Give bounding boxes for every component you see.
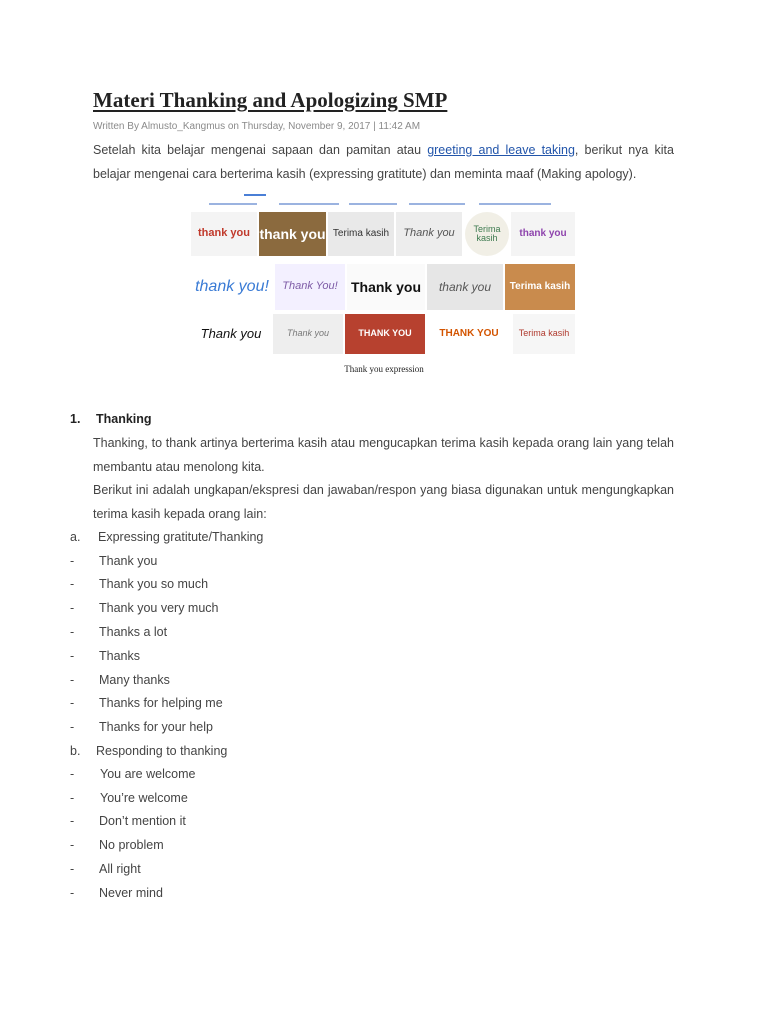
collage-tile	[396, 212, 462, 256]
list-marker: -	[70, 696, 75, 710]
collage-tile	[427, 264, 503, 310]
collage-tile-text: Terima kasih	[473, 223, 501, 243]
post-byline: Written By Almusto_Kangmus on Thursday, November 9, 2017 | 11:42 AM	[93, 121, 421, 132]
list-item-text: Never mind	[99, 886, 163, 900]
list-marker: -	[70, 601, 75, 615]
collage-tile-text: Terima kasih	[332, 227, 390, 239]
list-marker: -	[70, 886, 75, 900]
list-marker: -	[70, 554, 75, 568]
image-caption: Thank you expression	[344, 364, 424, 374]
intro-text-end: , berikut nya kita belajar mengenai cara berterima kasih (expressing gratitute) dan meminta maaf (Making apology).	[93, 143, 674, 181]
list-marker: a.	[70, 530, 81, 544]
greeting-leave-taking-link[interactable]: greeting and leave taking	[427, 143, 575, 157]
list-marker: -	[70, 649, 75, 663]
list-marker: -	[70, 791, 75, 805]
collage-tile-text: Thank you	[350, 278, 421, 295]
collage-tile-text: THANK YOU	[439, 327, 499, 339]
list-item-text: Responding to thanking	[96, 744, 228, 758]
list-marker: -	[70, 838, 75, 852]
collage-tile	[505, 264, 575, 310]
list-marker: b.	[70, 744, 81, 758]
collage-tile	[347, 264, 425, 310]
collage-tile-text: Thank you	[403, 227, 455, 240]
page-title: Materi Thanking and Apologizing SMP	[93, 88, 448, 112]
collage-tile-text: Thank you	[286, 328, 330, 339]
collage-tile	[427, 314, 511, 354]
collage-tile-text: Thank you	[200, 326, 262, 342]
collage-accent-line	[244, 194, 266, 196]
list-item-text: Don’t mention it	[99, 814, 186, 828]
thank-you-image-collage	[189, 194, 577, 356]
collage-tile	[259, 212, 326, 256]
intro-text-start: Setelah kita belajar mengenai sapaan dan pamitan atau	[93, 143, 428, 157]
collage-tile	[273, 314, 343, 354]
thanking-expressions-intro-paragraph: Berikut ini adalah ungkapan/ekspresi dan jawaban/respon yang biasa digunakan untuk mengungkapkan terima kasih kepada orang lain:	[93, 483, 674, 521]
collage-tile	[275, 264, 345, 310]
collage-link-strip	[349, 203, 397, 205]
list-marker: -	[70, 673, 75, 687]
section-number: 1.	[70, 412, 81, 426]
list-item-text: Thanks a lot	[99, 625, 168, 639]
collage-link-strip	[479, 203, 551, 205]
collage-link-strip	[279, 203, 339, 205]
collage-tile-text: thank you!	[195, 277, 269, 295]
list-item-text: Thank you	[99, 554, 158, 568]
list-item-text: You’re welcome	[100, 791, 188, 805]
collage-tile-text: THANK YOU	[358, 328, 412, 339]
list-item-text: You are welcome	[100, 767, 196, 781]
list-marker: -	[70, 767, 75, 781]
list-item-text: Thanks for helping me	[99, 696, 223, 710]
collage-tile	[191, 264, 273, 310]
list-marker: -	[70, 625, 75, 639]
list-item-text: Thank you so much	[99, 577, 209, 591]
list-item-text: Thanks for your help	[99, 720, 213, 734]
collage-tile	[345, 314, 425, 354]
collage-link-strip	[409, 203, 465, 205]
collage-tile-text: thank you	[259, 225, 326, 242]
collage-tile-text: thank you	[519, 227, 567, 239]
list-item-text: Thanks	[99, 649, 140, 663]
list-item-text: No problem	[99, 838, 164, 852]
collage-tile	[191, 212, 257, 256]
list-marker: -	[70, 577, 75, 591]
collage-tile	[191, 314, 271, 354]
list-marker: -	[70, 720, 75, 734]
list-marker: -	[70, 814, 75, 828]
collage-header-bar	[189, 194, 577, 208]
collage-link-strip	[209, 203, 257, 205]
list-marker: -	[70, 862, 75, 876]
collage-tile-text: thank you	[198, 227, 250, 240]
intro-paragraph	[93, 138, 674, 186]
list-item-text: Expressing gratitute/Thanking	[98, 530, 264, 544]
collage-tile	[328, 212, 394, 256]
collage-tile-text: Terima kasih	[518, 328, 570, 339]
list-item-text: Thank you very much	[99, 601, 219, 615]
list-item-text: All right	[99, 862, 141, 876]
collage-tile-text: thank you	[438, 279, 492, 294]
section-title: Thanking	[96, 412, 152, 426]
collage-tile-text: Terima kasih	[509, 280, 571, 292]
collage-tile-text: Thank You!	[282, 280, 338, 293]
collage-tile	[511, 212, 575, 256]
collage-tile	[465, 212, 509, 256]
thanking-definition-paragraph: Thanking, to thank artinya berterima kasih atau mengucapkan terima kasih kepada orang lain yang telah membantu atau menolong kita.	[93, 436, 674, 474]
list-item-text: Many thanks	[99, 673, 170, 687]
collage-tile	[513, 314, 575, 354]
